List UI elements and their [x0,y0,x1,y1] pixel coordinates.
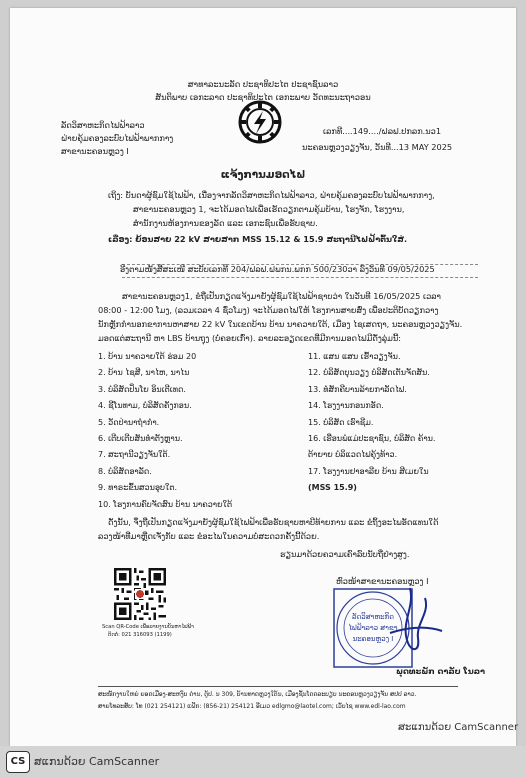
body-line-3: ນັກຫຼັກກຳນອກຂາການຫາສາຍ 22 kV ໃນເຂດບ້ານ ບ້ານ ນາຄວາຍໃຕ້, ເມືອງ ໄຊເສດຖາ, ນະຄອນຫຼວງວຽງຈັນ. [98,319,463,329]
body-line-1: ສາຂານະຄອນຫຼວງ1, ຂໍຖືເປັນກຽດແຈ້ງມາຍັງຜູ້ຊົມໃຊ້ໄຟຟ້າຊາບວ່າ ໃນວັນທີ 16/05/2025 ເວລາ [122,291,441,301]
basis-reference: ອີງຕາມໜັງສືສະເໜີ ສະບັບເລກທີ 204/ຝລຟ.ຝພກນ.ພກກ 500/230ວາ ລົງວັນທີ 09/05/2025 [120,264,435,274]
list-item: 15. ບໍລິສັດ ເຮົາຊີມ. [308,417,374,427]
recipient-line-3: ສຳນັກງານຫ້ອງການຂອງລັດ ແລະ ເອກະຊົນເພື່ອຮັບຊາບ. [133,218,318,228]
list-item: 4. ຊີໂນທາມ, ບໍລິສັດຄັງກອນ. [98,401,192,411]
camscanner-bar [0,746,526,778]
qr-code-icon [114,568,166,620]
subject-line: ເລື່ອງ: ຍ້ອນສາຍ 22 kV ສາຍສາກ MSS 15.12 & 15.9 ສະຖານີໄຟຟ້າຕົ້ນໃສ່. [108,234,408,244]
qr-caption-1: Scan QR-Code ເພື່ອລາຍງານບັນຫາໄຟຟ້າ [102,624,194,630]
list-item: 11. ແສນ ແສນ ເຮົ້າວຽງຈັນ. [308,352,401,361]
org-branch: ສາຂານະຄອນຫຼວງ I [61,146,129,156]
list-item: 3. ບໍລິສັດປິ່ນໂຍ ອິນເຕີເທດ. [98,384,186,394]
edl-logo-icon [238,100,282,144]
letterhead-motto: ສັນຕິພາບ ເອກະລາດ ປະຊາທິປະໄຕ ເອກະພາບ ວັດທະນະຖາວອນ [155,92,371,102]
list-item: 7. ສະຖານີວຽງຈັນໃຕ້. [98,450,171,460]
document-title: ແຈ້ງການມອດໄຟ [220,169,306,181]
scanner-watermark: ສະແກນດ້ວຍ CamScanner [398,722,519,733]
list-item: 2. ບ້ານ ໄຊສີ, ນາໄຫ, ນາໄນ [98,368,190,378]
footer-contact: ສາຍໂທລະສັບ: ໂທ (021 254121) ແຟັກ: (856-21) 254121 ອີເມວ edlgmo@laotel.com; ເວັບໄຊ www.edl-lao.com [98,703,406,710]
list-item: 1. ບ້ານ ນາຄວາຍໃຕ້ ຮ່ອມ 20 [98,352,197,361]
affected-areas-left [98,349,232,513]
closing-line-2: ລວງໜ້າທີ່ມາຫຼືດເຈັ່ງກັບ ແລະ ຂໍອະໄພໃນຄວາມບໍ່ສະດວກຄັ້ງນີ້ດ້ວຍ. [98,531,320,541]
closing-line-1: ດັ່ງນັ້ນ, ຈຶ່ງຖືເປັນກຽດແຈ້ງມາຍັງຜູ້ຊົມໃຊ້ໄຟຟ້າເພື່ອຮັບຊາບຫາບີທ້າຍການ ແລະ ຂໍຖິ້ງອະໄພອັດແທນໃດ້ [108,517,439,527]
camscanner-label: ສແກນດ້ວຍ CamScanner [34,755,160,768]
list-item: 17. ໂຮງງານຢາອາລີຍ ບ້ານ ສີເມຍໃນ [308,466,429,476]
org-department: ຝ່າຍຄຸ້ມຄອງລະບົບໄຟຟ້າພາກກາງ [61,133,174,143]
reference-date: ນະຄອນຫຼວງວຽງຈັນ, ວັນທີ...13 MAY 2025 [302,142,453,152]
signatory-title: ຫົວໜ້າສາຂານະຄອນຫຼວງ I [336,576,429,586]
seal-text-2: ໄຟຟ້າລາວ ສາຂາ [348,624,398,632]
list-item: 13. ທໍ່ສັກຄີບານລ້າຍກາລັດໄຟ. [308,384,407,394]
seal-text-1: ລັດວິສາຫະກິດ [352,613,394,621]
list-item: 14. ໂຮງງານກອນກອັດ. [308,401,384,411]
document-page [10,8,519,746]
affected-areas-right [308,349,435,497]
list-item: 8. ບໍລິສັດອາລັດ. [98,466,152,476]
list-item: (MSS 15.9) [308,483,357,493]
signature-mark [380,583,450,663]
list-item: 5. ວັດປ່ານາຖໍາກໍາ. [98,417,160,427]
list-item: 12. ບໍລິສັດບຸນວຽງ ບໍລິສັດເຕັນຈັດສັນ. [308,368,430,378]
list-item: 9. ທາຣະຂົ້ນສວນອຸບໃຕ. [98,483,178,493]
letterhead-country: ສາທາລະນະລັດ ປະຊາທິປະໄຕ ປະຊາຊົນລາວ [187,79,339,89]
basis-divider-bottom [122,277,478,278]
list-item: 6. ເຕີບເຕີບສັນທໍ່າຕັງຫຼານ. [98,433,183,443]
footer-divider [98,686,458,687]
org-name: ລັດວິສາຫະກິດໄຟຟ້າລາວ [61,120,145,130]
recipient-line-1: ເຖິງ: ບັນດາຜູ້ຊົມໃຊ້ໄຟຟ້າ, ເນື່ອງຈາກລັດວິສາຫະກິດໄຟຟ້າລາວ, ຝ່າຍຄຸ້ມຄອງລະບົບໄຟຟ້າພາກກາງ, [108,190,435,200]
signatory-name: ພຸດທະພັກ ດາລັບ ໂນລາ [396,666,485,676]
recipient-line-2: ສາຂານະຄອນຫຼວງ 1, ຈະໄດ້ມອດໄຟເພື່ອເຮັດວຽກຕາມຄຸ້ມບ້ານ, ໂຮງຈັກ, ໂຮງງານ, [133,204,405,214]
body-line-4: ມອດແຕ່ສະຖານີ ຫາ LBS ບ້ານຖຸງ (ບໍ່ຄອຍເກົ່າ). ລາຍລະອຽດເຂດທີ່ມີການມອດໄຟມີດັ່ງລຸ່ມນີ້: [98,333,402,343]
qr-caption-2: ຕິດຕໍ່: 021 316093 (1199) [108,632,172,638]
list-item: 10. ໂຮງການຄົບຈັດສົນ ບ້ານ ນາຄວາຍໃຕ້ [98,499,233,509]
closing-line-3: ຮຽນມາດ້ວຍຄວາມເຄົາລົບນັບຖືຢ່າງສູງ. [280,549,410,559]
list-item: ຕ້າຍາຍ ບໍລິແວດໄຟຄຸ້ງທ້າວ. [308,450,398,460]
reference-number: ເລກທີ....149..../ຝລຟ.ປກລກ.ນວ1 [323,126,442,136]
body-line-2: 08:00 - 12:00 ໂມງ, (ລວມເວລາ 4 ຊົ່ວໂມງ) ຈະໄດ້ມອດໄຟໃຫ້ ໂຮງການສາຍສົ່ງ ເພື່ອປະຕິບັດວຽກວາງ [98,305,439,315]
list-item: 16. ເຮືອນພໍແມ່ປະຊາຊົນ, ບໍລິສັດ ຄ້ານ. [308,433,436,443]
footer-address: ສະໜັກງານໃຫຍ່ ຍອດເມືອງ-ສະຫງົບ ດ່ານ, ຕູ້ປ. ນ 309, ບ້ານທາດຫຼວງໃຕ້ນ, ເມືອງຊັ້ນໂດດລະບຽບ ນະຄອນຫຼວງວຽງຈັນ ສປປ ລາວ. [98,691,417,698]
camscanner-logo-icon: CS [6,751,30,773]
seal-text-3: ນະຄອນຫຼວງ I [352,635,394,643]
